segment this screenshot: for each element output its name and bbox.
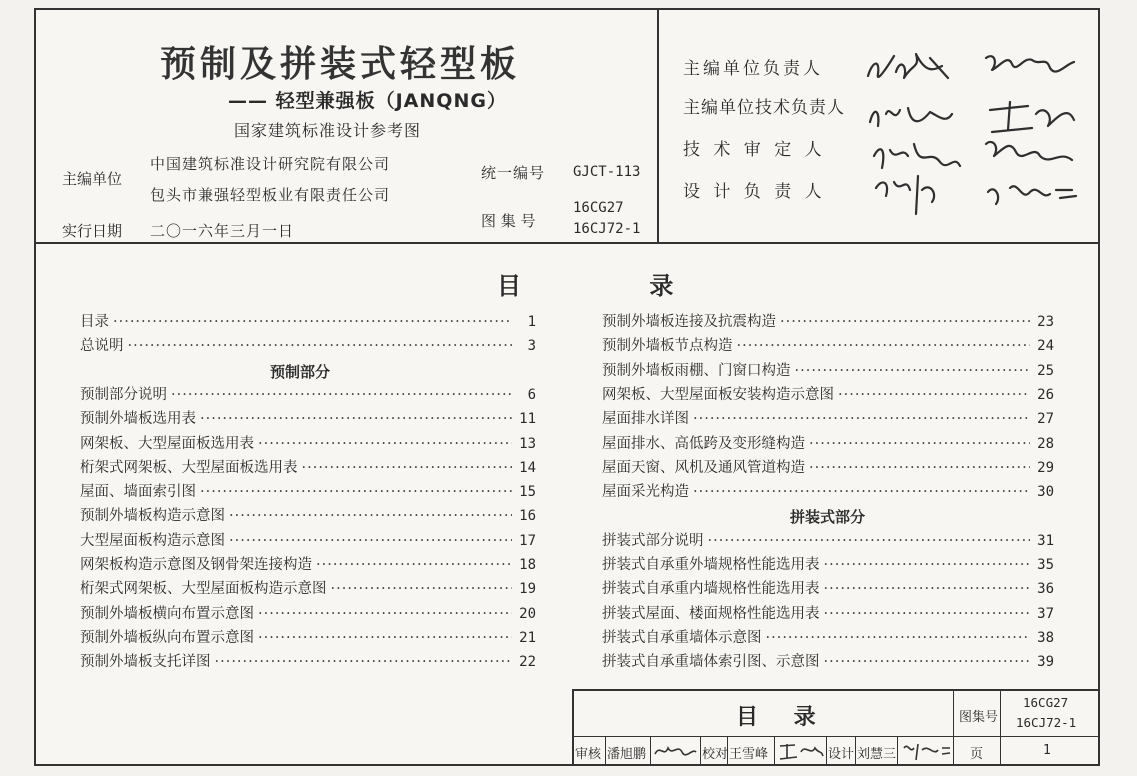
toc-entry-title: 拼装式自承重墙体示意图 [602, 629, 762, 646]
toc-leader-dots [200, 410, 512, 428]
tb-vline-9 [855, 736, 856, 766]
toc-entry-page: 26 [1037, 386, 1054, 403]
tb-vline-8 [826, 736, 827, 766]
editor-unit-2: 包头市兼强轻型板业有限责任公司 [150, 186, 391, 204]
resp-label-1: 主编单位负责人 [683, 59, 823, 79]
toc-leader-dots [824, 556, 1031, 574]
toc-entry-page: 6 [527, 386, 536, 403]
toc-entry-title: 桁架式网架板、大型屋面板构造示意图 [80, 581, 327, 598]
tb-vline-3 [605, 736, 606, 766]
tb-vline-2 [1000, 689, 1001, 766]
toc-entry-title: 网架板、大型屋面板安装构造示意图 [602, 386, 834, 403]
toc-entry-page: 22 [519, 654, 536, 671]
tb-hline [572, 736, 1100, 737]
toc-entry[interactable] [602, 532, 1054, 550]
toc-entry[interactable] [602, 556, 1054, 574]
toc-entry-title: 屋面排水、高低跨及变形缝构造 [602, 435, 805, 452]
toc-entry-title: 网架板构造示意图及钢骨架连接构造 [80, 557, 312, 573]
toc-entry[interactable] [80, 605, 536, 623]
toc-entry-page: 20 [519, 605, 536, 622]
toc-entry-title: 总说明 [80, 338, 124, 355]
tb-atlas-2: 16CJ72-1 [1016, 715, 1077, 730]
toc-entry[interactable] [602, 483, 1054, 501]
toc-leader-dots [258, 605, 512, 623]
toc-section-heading: 预制部分 [270, 362, 331, 381]
tb-page-value: 1 [1043, 743, 1051, 758]
toc-entry-page: 25 [1037, 362, 1054, 379]
date-label: 实行日期 [62, 222, 123, 240]
toc-entry[interactable] [602, 362, 1054, 380]
toc-entry-page: 14 [519, 459, 536, 476]
toc-entry-title: 预制外墙板雨棚、门窗口构造 [602, 362, 791, 379]
tb-atlas-1: 16CG27 [1023, 695, 1069, 710]
toc-entry-page: 11 [519, 411, 536, 428]
toc-entry[interactable] [602, 605, 1054, 623]
header-split [657, 8, 659, 244]
toc-leader-dots [824, 605, 1031, 623]
toc-entry[interactable] [602, 629, 1054, 647]
toc-leader-dots [708, 532, 1031, 550]
toc-entry-title: 屋面采光构造 [602, 484, 689, 501]
resp-label-2: 主编单位技术负责人 [683, 98, 845, 118]
toc-entry-title: 预制外墙板支托详图 [80, 654, 211, 671]
editor-label: 主编单位 [62, 170, 123, 188]
toc-entry-page: 23 [1037, 314, 1054, 330]
toc-title: 目 录 [497, 271, 734, 300]
toc-entry[interactable] [602, 580, 1054, 598]
toc-entry[interactable] [80, 313, 536, 331]
toc-entry-page: 31 [1037, 532, 1054, 549]
toc-entry-page: 13 [519, 435, 536, 452]
toc-entry-title: 预制外墙板横向布置示意图 [80, 605, 254, 622]
toc-entry[interactable] [602, 435, 1054, 453]
atlas-subtitle: —— 轻型兼强板（JANQNG） [228, 90, 507, 112]
toc-entry[interactable] [602, 386, 1054, 404]
toc-entry[interactable] [80, 556, 536, 574]
tb-review-signature [652, 738, 698, 764]
toc-entry[interactable] [80, 435, 536, 453]
toc-entry-page: 35 [1037, 557, 1054, 573]
toc-entry[interactable] [80, 580, 536, 598]
toc-entry-page: 27 [1037, 411, 1054, 428]
toc-entry-title: 预制外墙板连接及抗震构造 [602, 314, 776, 330]
toc-leader-dots [171, 386, 512, 404]
atlas-type: 国家建筑标准设计参考图 [234, 121, 422, 140]
toc-leader-dots [780, 313, 1030, 331]
atlas-title: 预制及拼装式轻型板 [160, 43, 521, 85]
atlas-no-2: 16CJ72-1 [573, 221, 641, 237]
toc-entry[interactable] [80, 507, 536, 525]
toc-entry-page: 19 [519, 581, 536, 598]
toc-entry-title: 拼装式自承重墙体索引图、示意图 [602, 654, 820, 671]
tb-review-label: 审核 [575, 747, 602, 762]
toc-entry-page: 1 [527, 314, 536, 330]
atlas-no-label: 图 集 号 [481, 212, 536, 230]
toc-entry-title: 屋面天窗、风机及通风管道构造 [602, 459, 805, 476]
toc-entry-page: 18 [519, 557, 536, 573]
toc-leader-dots [693, 483, 1030, 501]
tb-review-name: 潘旭鹏 [607, 747, 647, 762]
toc-entry-page: 38 [1037, 629, 1054, 646]
tb-vline-7 [774, 736, 775, 766]
toc-leader-dots [258, 629, 512, 647]
toc-entry[interactable] [80, 629, 536, 647]
tb-check-label: 校对 [702, 747, 729, 762]
toc-leader-dots [809, 459, 1030, 477]
toc-entry-title: 预制部分说明 [80, 386, 167, 403]
toc-entry-title: 拼装式屋面、楼面规格性能选用表 [602, 605, 820, 622]
tb-vline-5 [700, 736, 701, 766]
toc-entry[interactable] [602, 337, 1054, 355]
toc-entry[interactable] [602, 459, 1054, 477]
tb-drawing-name: 目 录 [736, 704, 830, 730]
toc-leader-dots [258, 435, 512, 453]
toc-entry-page: 21 [519, 629, 536, 646]
toc-entry-page: 36 [1037, 581, 1054, 598]
tb-atlas-label: 图集号 [959, 710, 999, 725]
toc-leader-dots [824, 580, 1031, 598]
tb-vline-4 [650, 736, 651, 766]
toc-entry[interactable] [602, 653, 1054, 671]
toc-entry-title: 拼装式部分说明 [602, 532, 704, 549]
toc-entry-title: 目录 [80, 314, 109, 330]
toc-entry-page: 24 [1037, 338, 1054, 355]
tb-check-signature [777, 738, 825, 764]
toc-leader-dots [693, 410, 1030, 428]
tb-vline-1 [953, 689, 954, 766]
toc-leader-dots [795, 362, 1031, 380]
toc-leader-dots [229, 507, 512, 525]
tb-design-name: 刘慧三 [857, 747, 897, 762]
toc-leader-dots [113, 313, 512, 331]
signatures-graphic [860, 44, 1090, 224]
toc-leader-dots [766, 629, 1031, 647]
toc-entry[interactable] [80, 410, 536, 428]
header-divider [34, 242, 1100, 244]
date-value: 二〇一六年三月一日 [150, 222, 295, 240]
toc-entry-page: 15 [519, 484, 536, 501]
toc-entry-title: 预制外墙板构造示意图 [80, 508, 225, 525]
toc-leader-dots [215, 653, 513, 671]
toc-entry[interactable] [80, 459, 536, 477]
toc-entry-title: 拼装式自承重内墙规格性能选用表 [602, 581, 820, 598]
toc-entry[interactable] [602, 313, 1054, 331]
toc-leader-dots [809, 435, 1030, 453]
toc-entry-title: 预制外墙板选用表 [80, 411, 196, 428]
toc-entry-title: 屋面、墙面索引图 [80, 484, 196, 501]
atlas-no-1: 16CG27 [573, 200, 624, 216]
toc-entry[interactable] [80, 483, 536, 501]
toc-leader-dots [737, 337, 1031, 355]
toc-entry-title: 拼装式自承重外墙规格性能选用表 [602, 557, 820, 573]
toc-entry[interactable] [80, 386, 536, 404]
toc-leader-dots [302, 459, 513, 477]
toc-entry-page: 17 [519, 532, 536, 549]
toc-section-heading: 拼装式部分 [790, 508, 866, 527]
resp-label-3: 技 术 审 定 人 [683, 140, 826, 160]
toc-entry-title: 预制外墙板纵向布置示意图 [80, 629, 254, 646]
toc-entry-page: 39 [1037, 654, 1054, 671]
toc-entry-page: 3 [527, 338, 536, 355]
toc-leader-dots [838, 386, 1030, 404]
toc-entry[interactable] [80, 532, 536, 550]
toc-leader-dots [331, 580, 513, 598]
toc-leader-dots [200, 483, 512, 501]
editor-unit-1: 中国建筑标准设计研究院有限公司 [150, 155, 391, 173]
toc-entry-page: 30 [1037, 484, 1054, 501]
toc-entry-title: 桁架式网架板、大型屋面板选用表 [80, 459, 298, 476]
tb-design-signature [900, 738, 952, 764]
toc-leader-dots [316, 556, 512, 574]
toc-leader-dots [824, 653, 1031, 671]
unified-no-label: 统一编号 [481, 164, 546, 182]
toc-leader-dots [229, 532, 512, 550]
unified-no: GJCT-113 [573, 164, 641, 180]
toc-entry-title: 网架板、大型屋面板选用表 [80, 435, 254, 452]
tb-design-label: 设计 [828, 747, 855, 762]
toc-entry-title: 预制外墙板节点构造 [602, 338, 733, 355]
toc-entry-page: 37 [1037, 605, 1054, 622]
toc-entry-title: 屋面排水详图 [602, 411, 689, 428]
toc-leader-dots [128, 337, 513, 355]
tb-page-label: 页 [970, 747, 984, 762]
tb-vline-10 [897, 736, 898, 766]
toc-entry-page: 29 [1037, 459, 1054, 476]
toc-entry[interactable] [80, 653, 536, 671]
toc-entry-page: 28 [1037, 435, 1054, 452]
toc-entry[interactable] [602, 410, 1054, 428]
toc-entry[interactable] [80, 337, 536, 355]
tb-check-name: 王雪峰 [729, 747, 769, 762]
toc-entry-page: 16 [519, 508, 536, 525]
resp-label-4: 设 计 负 责 人 [683, 182, 826, 202]
toc-entry-title: 大型屋面板构造示意图 [80, 532, 225, 549]
